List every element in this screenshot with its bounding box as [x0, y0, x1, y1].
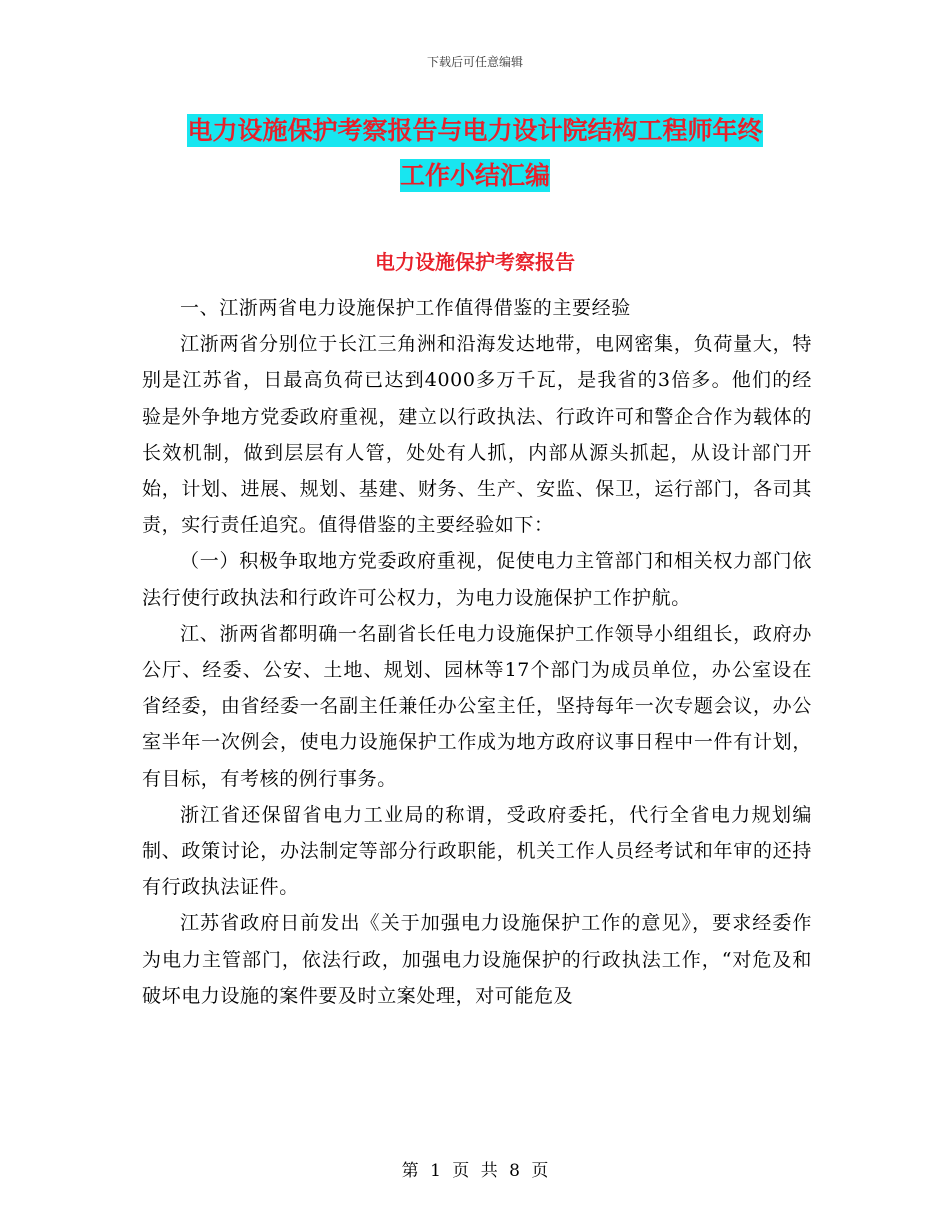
- document-title: [140, 108, 810, 198]
- paragraph: 一、江浙两省电力设施保护工作值得借鉴的主要经验: [180, 297, 631, 319]
- document-body: [142, 290, 812, 1014]
- title-line-1: 电力设施保护考察报告与电力设计院结构工程师年终: [187, 116, 763, 145]
- page-number-footer: 第 1 页 共 8 页: [401, 1161, 549, 1181]
- paragraph: 江浙两省分别位于长江三角洲和沿海发达地带，电网密集，负荷量大，特别是江苏省，日最高负荷已达到4000多万千瓦，是我省的3倍多。他们的经验是外争地方党委政府重视，建立以行政执法、行政许可和警企合作为载体的长效机制，做到层层有人管，处处有人抓，内部从源头抓起，从设计部门开始，计划、进展、规划、基建、财务、生产、安监、保卫，运行部门，各司其责，实行责任追究。值得借鉴的主要经验如下：: [142, 333, 812, 537]
- section-title: 电力设施保护考察报告: [375, 250, 575, 274]
- title-line-2: 工作小结汇编: [399, 161, 550, 190]
- paragraph: （一）积极争取地方党委政府重视，促使电力主管部门和相关权力部门依法行使行政执法和行政许可公权力，为电力设施保护工作护航。: [142, 550, 812, 609]
- paragraph: 江苏省政府日前发出《关于加强电力设施保护工作的意见》，要求经委作为电力主管部门，依法行政，加强电力设施保护的行政执法工作，“对危及和破坏电力设施的案件要及时立案处理，对可能危及: [142, 912, 812, 1007]
- paragraph: 江、浙两省都明确一名副省长任电力设施保护工作领导小组组长，政府办公厅、经委、公安、土地、规划、园林等17个部门为成员单位，办公室设在省经委，由省经委一名副主任兼任办公室主任，坚持每年一次专题会议，办公室半年一次例会，使电力设施保护工作成为地方政府议事日程中一件有计划，有目标，有考核的例行事务。: [142, 622, 812, 790]
- paragraph: 浙江省还保留省电力工业局的称谓，受政府委托，代行全省电力规划编制、政策讨论，办法制定等部分行政职能，机关工作人员经考试和年审的还持有行政执法证件。: [142, 803, 812, 899]
- header-note: 下载后可任意编辑: [426, 55, 523, 69]
